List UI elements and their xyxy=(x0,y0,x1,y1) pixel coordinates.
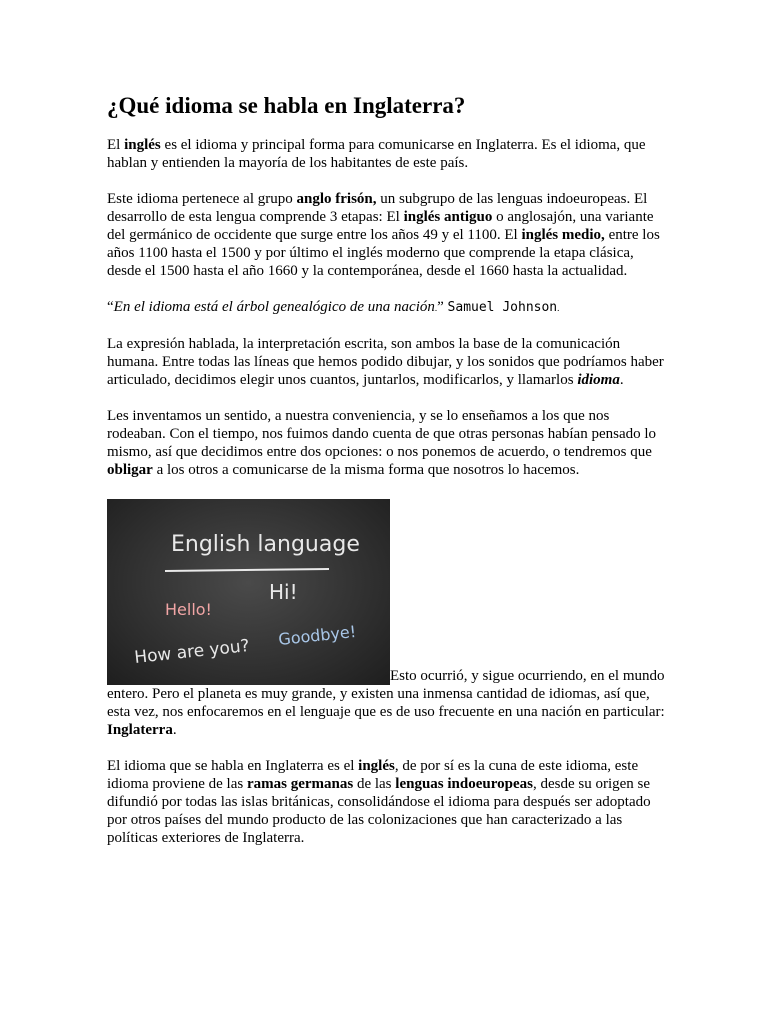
paragraph-3 xyxy=(107,335,667,389)
paragraph-6 xyxy=(107,757,667,847)
text: El xyxy=(107,137,125,153)
quote-paragraph xyxy=(107,298,667,317)
page-title: ¿Qué idioma se habla en Inglaterra? xyxy=(107,93,466,118)
quote-text: En el idioma está el árbol genealógico de una nación xyxy=(113,299,435,315)
paragraph-5 xyxy=(107,497,667,739)
bold-text: obligar xyxy=(107,462,153,478)
bold-text: inglés xyxy=(358,758,395,774)
bold-text: anglo frisón, xyxy=(296,191,377,207)
bold-text: Inglaterra xyxy=(107,722,173,738)
text: entre los años 1100 hasta el 1500 y por último el inglés moderno que comprende la etapa clásica, desde el 1500 hasta el año 1660 y la contemporánea, desde el 1660 hasta la actualidad. xyxy=(107,227,660,279)
chalk-underline xyxy=(165,569,329,571)
open-quote: “ xyxy=(107,299,114,315)
paragraph-1 xyxy=(107,136,667,172)
quote-author: Samuel Johnson xyxy=(447,300,558,315)
chalk-goodbye: Goodbye! xyxy=(277,621,358,649)
chalk-heading: English language xyxy=(171,532,360,557)
chalkboard-drawing xyxy=(107,499,390,685)
document-body xyxy=(107,92,667,847)
text: . xyxy=(619,372,624,388)
bold-italic-text: idioma xyxy=(577,372,620,388)
text: de las xyxy=(353,776,396,792)
close-quote: ” xyxy=(437,299,444,315)
text: . xyxy=(172,722,177,738)
quote-dot: . xyxy=(434,303,438,313)
bold-text: lenguas indoeuropeas xyxy=(395,776,533,792)
text: El idioma que se habla en Inglaterra es el xyxy=(107,758,359,774)
text: La expresión hablada, la interpretación escrita, son ambos la base de la comunicación humana. Entre todas las líneas que hemos podido dibujar, y los sonidos que podríamos haber articulado, decidimos elegir unos cuantos, juntarlos, modificarlos, y llamarlos xyxy=(107,336,664,388)
text: Esto ocurrió, y sigue ocurriendo, en el mundo entero. Pero el planeta es muy grande, y existen una inmensa cantidad de idiomas, así que, esta vez, nos enfocaremos en el lenguaje que es de uso frecuente en una nación en particular: xyxy=(107,668,665,720)
text: un subgrupo de las lenguas indoeuropeas. El desarrollo de esta lengua comprende 3 etapas: El xyxy=(107,191,648,225)
bold-text: inglés xyxy=(124,137,161,153)
text: a los otros a comunicarse de la misma forma que nosotros lo hacemos. xyxy=(152,462,580,478)
text: es el idioma y principal forma para comunicarse en Inglaterra. Es el idioma, que hablan y entienden la mayoría de los habitantes de este país. xyxy=(107,137,646,171)
paragraph-2 xyxy=(107,190,667,280)
text: , desde su origen se difundió por todas las islas británicas, consolidándose el idioma para después ser adoptado por otros países del mundo producto de las colonizaciones que han caracterizado a las políticas exteriores de Inglaterra. xyxy=(107,776,651,846)
text: Les inventamos un sentido, a nuestra conveniencia, y se lo enseñamos a los que nos rodeaban. Con el tiempo, nos fuimos dando cuenta de que otras personas habían pensado lo mismo, así que decidimos entre dos opciones: o nos ponemos de acuerdo, o tendremos que xyxy=(107,408,657,460)
bold-text: inglés medio, xyxy=(521,227,605,243)
quote-end: . xyxy=(557,303,560,313)
chalk-how-are-you: How are you? xyxy=(133,635,251,668)
chalk-hi: Hi! xyxy=(269,580,298,604)
chalk-hello: Hello! xyxy=(165,600,212,619)
paragraph-4 xyxy=(107,407,667,479)
text: Este idioma pertenece al grupo xyxy=(107,191,297,207)
bold-text: ramas germanas xyxy=(246,776,354,792)
chalkboard-image xyxy=(107,499,390,685)
bold-text: inglés antiguo xyxy=(403,209,493,225)
text: , de por sí es la cuna de este idioma, este idioma proviene de las xyxy=(107,758,639,792)
text: o anglosajón, una variante del germánico de occidente que surge entre los años 49 y el 1100. El xyxy=(107,209,654,243)
